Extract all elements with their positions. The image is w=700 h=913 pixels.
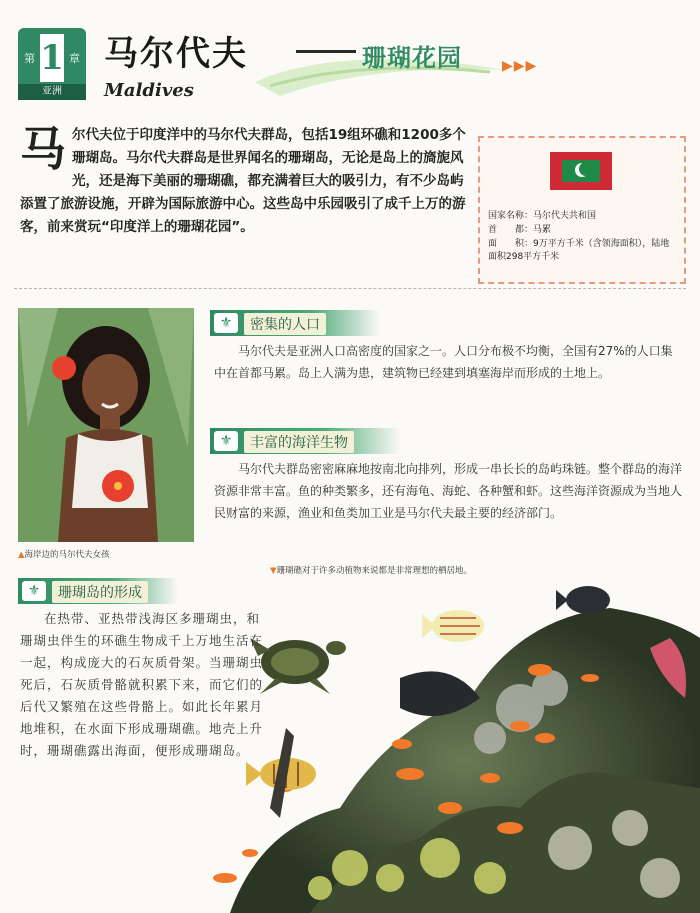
- chapter-number: 1: [40, 34, 64, 82]
- info-country-row: 国家名称：马尔代夫共和国: [488, 211, 597, 221]
- coral-note: [270, 565, 480, 578]
- page-title: 马尔代夫: [104, 34, 248, 74]
- page-subtitle: 珊瑚花园: [362, 44, 462, 72]
- section-divider: [14, 288, 686, 289]
- chapter-suffix: 章: [69, 52, 80, 65]
- country-name: 马尔代夫共和国: [533, 211, 597, 221]
- chapter-badge: [18, 28, 86, 100]
- caption-marker: ▲: [18, 550, 25, 560]
- section-text-population: 马尔代夫是亚洲人口高密度的国家之一。人口分布极不均衡，全国有27%的人口集中在首都马累。岛上人满为患，建筑物已经建到填塞海岸而形成的土地上。: [214, 344, 673, 380]
- fleur-de-lis-icon: ⚜: [214, 313, 238, 333]
- girl-photo: [18, 308, 194, 542]
- english-name: Maldives: [104, 80, 194, 101]
- region-label: 亚洲: [18, 84, 86, 100]
- section-heading-marine-life: [210, 428, 400, 454]
- section-heading-population: [210, 310, 380, 336]
- coral-reef-illustration: [190, 578, 700, 913]
- info-area-row: 面 积：9万平方千米（含领海面积），陆地面积298平方千米: [488, 239, 670, 262]
- area-value: 9万平方千米（含领海面积），陆地面积298平方千米: [488, 239, 670, 262]
- note-marker: ▼: [270, 566, 277, 576]
- section-title: 密集的人口: [244, 313, 326, 335]
- title-dash: [296, 50, 356, 53]
- note-text: 珊瑚礁对于许多动植物来说都是非常理想的栖居地。: [276, 566, 473, 576]
- photo-caption: [18, 548, 110, 560]
- caption-text: 海岸边的马尔代夫女孩: [24, 550, 110, 560]
- section-text-marine-life: 马尔代夫群岛密密麻麻地按南北向排列，形成一串长长的岛屿珠链。整个群岛的海洋资源非常丰富。鱼的种类繁多，还有海龟、海蛇、各种蟹和虾。这些海洋资源成为当地人民财富的来源，渔业和鱼类加工业是马尔代夫最主要的经济部门。: [214, 462, 683, 520]
- country-info-box: [478, 136, 686, 284]
- section-title: 丰富的海洋生物: [244, 431, 354, 453]
- fleur-de-lis-icon: ⚜: [214, 431, 238, 451]
- maldives-flag-icon: [550, 152, 612, 190]
- intro-paragraph: [20, 124, 472, 239]
- section-text-coral-formation: 在热带、亚热带浅海区多珊瑚虫，和珊瑚虫伴生的环礁生物成千上万地生活在一起，构成庞大的石灰质骨架。当珊瑚虫死后，石灰质骨骼就积累下来，而它们的后代又繁殖在这些骨骼上。如此长年累月地堆积，在水面下形成珊瑚礁。地壳上升时，珊瑚礁露出海面，便形成珊瑚岛。: [20, 611, 264, 758]
- drop-cap: 马: [20, 122, 66, 176]
- info-capital-row: 首 都：马累: [488, 225, 552, 235]
- capital-name: 马累: [533, 225, 552, 235]
- fleur-de-lis-icon: ⚜: [22, 581, 46, 601]
- section-title: 珊瑚岛的形成: [52, 581, 148, 603]
- chapter-prefix: 第: [24, 52, 35, 65]
- arrow-icons: ▶▶▶: [502, 58, 538, 74]
- intro-text: 尔代夫位于印度洋中的马尔代夫群岛，包括19组环礁和1200多个珊瑚岛。马尔代夫群岛是世界闻名的珊瑚岛，无论是岛上的旖旎风光，还是海下美丽的珊瑚礁，都充满着巨大的吸引力，有不少岛屿添置了旅游设施，开辟为国际旅游中心。这些岛中乐园吸引了成千上万的游客，前来赏玩“印度洋上的珊瑚花园”。: [20, 127, 466, 235]
- section-heading-coral-formation: [18, 578, 178, 604]
